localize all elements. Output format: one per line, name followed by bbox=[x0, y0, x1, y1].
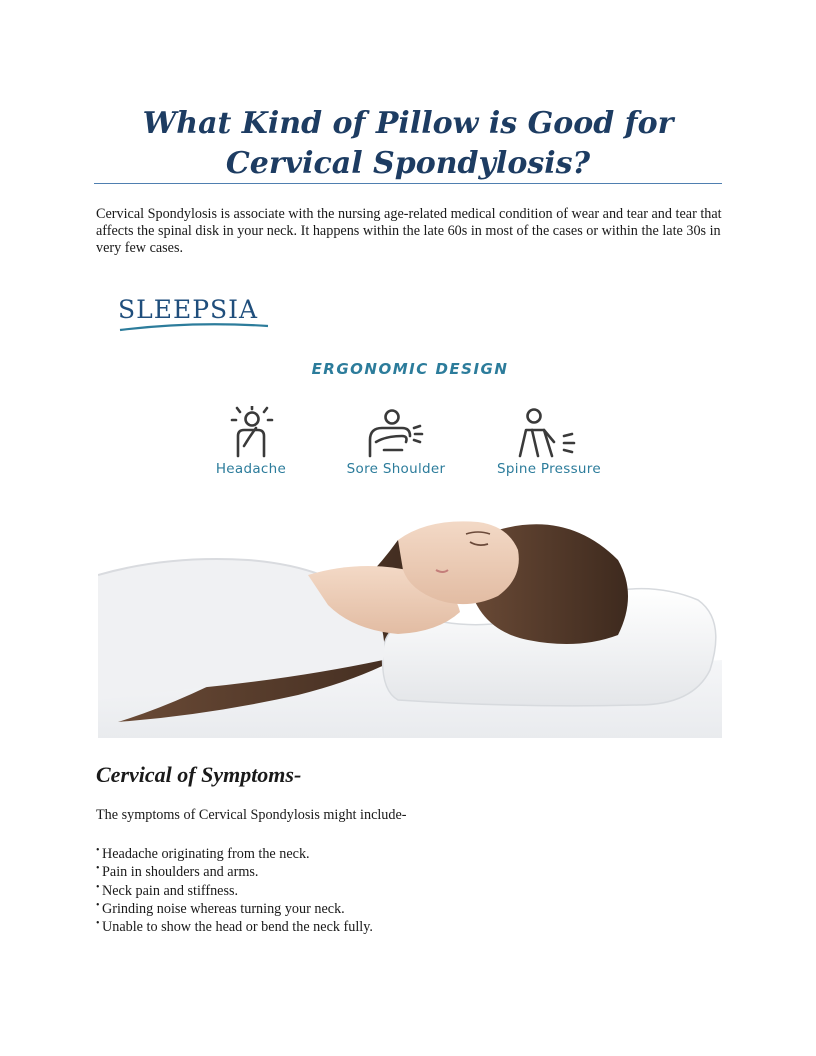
list-item bbox=[96, 900, 373, 918]
bullet-icon: • bbox=[96, 899, 100, 911]
list-item bbox=[96, 882, 373, 900]
spine-pressure-icon bbox=[512, 406, 582, 458]
bullet-icon: • bbox=[96, 918, 100, 930]
sleepsia-logo bbox=[118, 295, 278, 335]
list-item-text: Headache originating from the neck. bbox=[102, 846, 310, 862]
logo-swoosh-icon bbox=[118, 295, 278, 335]
symptom-label-headache: Headache bbox=[215, 461, 287, 477]
sore-shoulder-icon bbox=[362, 406, 430, 458]
page-title bbox=[96, 104, 720, 184]
symptoms-list bbox=[96, 845, 373, 936]
symptom-label-sore-shoulder: Sore Shoulder bbox=[346, 461, 446, 477]
brand-name: SLEEPSIA bbox=[118, 295, 259, 324]
intro-paragraph: Cervical Spondylosis is associate with the nursing age-related medical condition of wear and tear and tear that affects the spinal disk in your neck. It happens within the late 60s in most of the cases or within the late 30s in very few cases. bbox=[96, 206, 722, 256]
bullet-icon: • bbox=[96, 845, 100, 856]
bullet-icon: • bbox=[96, 881, 100, 893]
symptoms-intro: The symptoms of Cervical Spondylosis might include- bbox=[96, 807, 407, 823]
headache-icon bbox=[228, 406, 278, 458]
list-item bbox=[96, 918, 373, 936]
title-line-2: Cervical Spondylosis? bbox=[225, 146, 591, 181]
symptom-label-spine-pressure: Spine Pressure bbox=[497, 461, 601, 477]
bullet-icon: • bbox=[96, 863, 100, 875]
ergonomic-design-heading: ERGONOMIC DESIGN bbox=[311, 360, 509, 378]
list-item-text: Grinding noise whereas turning your neck. bbox=[102, 900, 345, 917]
title-line-1: What Kind of Pillow is Good for bbox=[142, 106, 674, 141]
woman-on-pillow-photo bbox=[98, 500, 722, 738]
list-item-text: Unable to show the head or bend the neck fully. bbox=[102, 919, 373, 936]
title-underline bbox=[94, 183, 722, 184]
list-item bbox=[96, 863, 373, 881]
symptoms-heading: Cervical of Symptoms- bbox=[96, 762, 302, 787]
list-item bbox=[96, 845, 373, 863]
list-item-text: Neck pain and stiffness. bbox=[102, 882, 239, 899]
list-item-text: Pain in shoulders and arms. bbox=[102, 864, 259, 881]
